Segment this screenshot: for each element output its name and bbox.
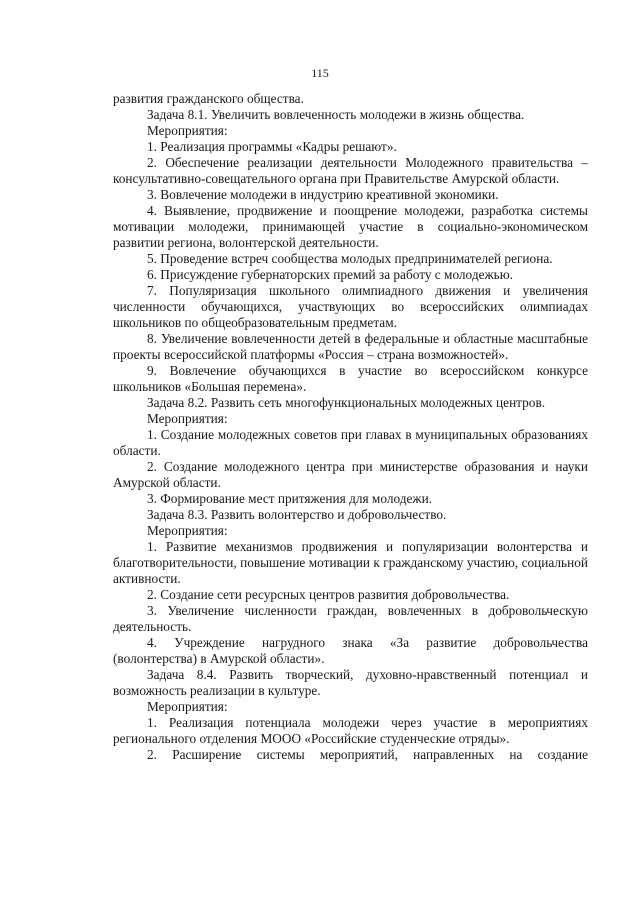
paragraph-continuation: развития гражданского общества. [113, 91, 304, 106]
measures-label: Мероприятия: [147, 699, 228, 714]
list-item: 1. Развитие механизмов продвижения и популяризации волонтерства и благотворительности, повышение мотивации к гражданскому участию, социальной активности. [113, 539, 588, 586]
task-heading: Задача 8.3. Развить волонтерство и добровольчество. [147, 507, 447, 522]
page-number: 115 [311, 66, 329, 80]
list-item: 2. Обеспечение реализации деятельности Молодежного правительства – консультативно-совещательного органа при Правительстве Амурской области. [113, 155, 588, 186]
list-item: 3. Формирование мест притяжения для молодежи. [147, 491, 433, 506]
list-item: 4. Учреждение нагрудного знака «За развитие добровольчества (волонтерства) в Амурской области». [113, 635, 588, 666]
list-item: 3. Вовлечение молодежи в индустрию креативной экономики. [147, 187, 499, 202]
list-item: 1. Создание молодежных советов при главах в муниципальных образованиях области. [113, 427, 588, 458]
measures-label: Мероприятия: [147, 411, 228, 426]
list-item: 7. Популяризация школьного олимпиадного движения и увеличения численности обучающихся, участвующих во всероссийских олимпиадах школьников по общеобразовательным предметам. [113, 283, 588, 330]
list-item: 1. Реализация потенциала молодежи через участие в мероприятиях регионального отделения МООО «Российские студенческие отряды». [113, 715, 588, 746]
task-heading: Задача 8.1. Увеличить вовлеченность молодежи в жизнь общества. [147, 107, 525, 122]
list-item: 1. Реализация программы «Кадры решают». [147, 139, 397, 154]
list-item: 2. Создание молодежного центра при министерстве образования и науки Амурской области. [113, 459, 588, 490]
list-item: 2. Расширение системы мероприятий, направленных на создание [147, 747, 588, 762]
list-item: 2. Создание сети ресурсных центров развития добровольчества. [147, 587, 510, 602]
task-heading: Задача 8.4. Развить творческий, духовно-нравственный потенциал и возможность реализации в культуре. [113, 667, 588, 698]
list-item: 5. Проведение встреч сообщества молодых предпринимателей региона. [147, 251, 553, 266]
list-item: 9. Вовлечение обучающихся в участие во всероссийском конкурсе школьников «Большая перемена». [113, 363, 588, 394]
list-item: 8. Увеличение вовлеченности детей в федеральные и областные масштабные проекты всероссийской платформы «Россия – страна возможностей». [113, 331, 588, 362]
list-item: 3. Увеличение численности граждан, вовлеченных в добровольческую деятельность. [113, 603, 588, 634]
list-item: 4. Выявление, продвижение и поощрение молодежи, разработка системы мотивации молодежи, принимающей участие в социально-экономическом развитии региона, волонтерской деятельности. [113, 203, 588, 250]
task-heading: Задача 8.2. Развить сеть многофункциональных молодежных центров. [147, 395, 546, 410]
body-text [113, 91, 588, 763]
measures-label: Мероприятия: [147, 523, 228, 538]
measures-label: Мероприятия: [147, 123, 228, 138]
list-item: 6. Присуждение губернаторских премий за работу с молодежью. [147, 267, 514, 282]
